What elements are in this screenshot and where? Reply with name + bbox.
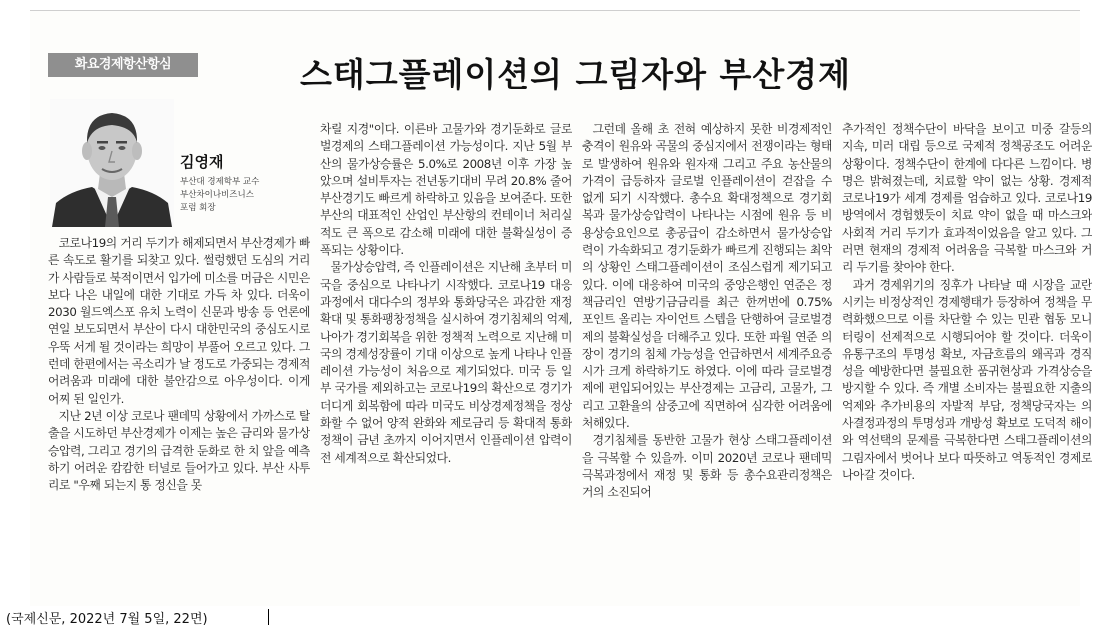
source-citation: (국제신문, 2022년 7월 5일, 22면) xyxy=(6,612,208,627)
article-paragraph: 물가상승압력, 즉 인플레이션은 지난해 초부터 미국을 중심으로 나타나기 시작했다. 코로나19 대응과정에서 대다수의 정부와 통화당국은 과감한 재정확대 및 통화팽창정책을 실시하여 경기침체의 억제, 나아가 경기회복을 위한 정책적 노력으로 지난해 미국의 경제성장률이 기대 이상으로 높게 나타나 인플레이션 가능성이 처음으로 제기되었다. 미국 등 일부 국가를 제외하고는 코로나19의 확산으로 경기가 더디게 회복함에 따라 미국도 비상경제정책을 정상화할 수 없어 양적 완화와 제로금리 등 확대적 통화정책이 금년 초까지 이어지면서 인플레이션 압력이 전 세계적으로 확산되었다. xyxy=(320,260,572,465)
column-series-tag: 화요경제항산항심 xyxy=(48,53,198,77)
text-cursor xyxy=(268,609,269,625)
article-paragraph: 경기침체를 동반한 고물가 현상 스태그플레이션을 극복할 수 있을까. 이미 2020년 코로나 팬데믹 극복과정에서 재정 및 통화 등 총수요관리정책은 거의 소진되어 xyxy=(582,433,832,500)
article-paragraph: 그런데 올해 초 전혀 예상하지 못한 비경제적인 충격이 원유와 곡물의 중심지에서 전쟁이라는 형태로 발생하여 원유와 원자재 그리고 주요 농산물의 가격이 급등하자 글로벌 인플레이션이 걷잡을 수 없게 되기 시작했다. 총수요 확대정책으로 경기회복과 물가상승압력이 나타나는 시점에 원유 등 비용상승요인으로 총공급이 감소하면서 물가상승압력이 가속화되고 경기둔화가 빠르게 진행되는 최악의 상황인 스태그플레이션이 조심스럽게 제기되고 있다. 이에 대응하여 미국의 중앙은행인 연준은 정책금리인 연방기금금리를 최근 한꺼번에 0.75% 포인트 올리는 자이언트 스텝을 단행하여 글로벌경제의 불확실성을 더해주고 있다. 또한 파월 연준 의장이 경기의 침체 가능성을 언급하면서 세계주요증시가 크게 하락하기도 하였다. 이에 따라 글로벌경제에 편입되어있는 부산경제는 고금리, 고물가, 그리고 고환율의 삼중고에 직면하여 심각한 어려움에 처해있다. xyxy=(582,122,832,431)
author-affiliation: 부산차이나비즈니스 xyxy=(180,190,254,200)
article-column-1 xyxy=(48,235,310,591)
article-column-2 xyxy=(320,121,572,591)
article-paragraph: 과거 경제위기의 징후가 나타날 때 시장을 교란시키는 비정상적인 경제행태가 등장하여 정책을 무력화했으므로 이를 차단할 수 있는 민관 협동 모니터링이 선제적으로 시행되어야 할 것이다. 더욱이 유통구조의 투명성 확보, 자금흐름의 왜곡과 경직성을 예방한다면 불필요한 품귀현상과 가격상승을 방지할 수 있다. 즉 개별 소비자는 불필요한 지출의 억제와 추가비용의 자발적 부담, 정책당국자는 의사결정과정의 투명성과 개방성 확보로 도덕적 해이와 역선택의 문제를 극복한다면 스태그플레이션의 그림자에서 벗어나 보다 따뜻하고 역동적인 경제로 나아갈 것이다. xyxy=(842,277,1092,482)
article-paragraph: 코로나19의 거리 두기가 해제되면서 부산경제가 빠른 속도로 활기를 되찾고 있다. 썰렁했던 도심의 거리가 사람들로 북적이면서 입가에 미소를 머금은 시민은 보다 나은 내일에 대한 기대로 가득 차 있다. 더욱이 2030 월드엑스포 유치 노력이 신문과 방송 등 언론에 연일 보도되면서 부산이 다시 대한민국의 중심도시로 우뚝 서게 될 것이라는 희망이 부풀어 오르고 있다. 그런데 한편에서는 곡소리가 날 정도로 가중되는 경제적 어려움과 미래에 대한 불안감으로 아우성이다. 이게 어찌 된 일인가. xyxy=(48,236,310,406)
article-paragraph: 지난 2년 이상 코로나 팬데믹 상황에서 가까스로 탈출을 시도하던 부산경제가 이제는 높은 금리와 물가상승압력, 그리고 경기의 급격한 둔화로 한 치 앞을 예측하기 어려운 캄캄한 터널로 들어가고 있다. 부산 사투리로 "우째 되는지 통 정신을 못 xyxy=(48,408,310,493)
article-column-4 xyxy=(842,121,1092,591)
newspaper-article xyxy=(30,10,1092,606)
article-headline: 스태그플레이션의 그림자와 부산경제 xyxy=(300,55,852,94)
article-paragraph: 추가적인 정책수단이 바닥을 보이고 미중 갈등의 지속, 미러 대립 등으로 국제적 정책공조도 어려운 상황이다. 정책수단이 한계에 다다른 느낌이다. 병명은 밝혀졌는데, 치료할 약이 없는 상황. 경제적 코로나19가 세계 경제를 엄습하고 있다. 코로나19 방역에서 경험했듯이 치료 약이 없을 때 마스크와 사회적 거리 두기가 효과적이었음을 알고 있다. 그러면 현재의 경제적 어려움을 극복할 마스크와 거리 두기를 찾아야 한다. xyxy=(842,122,1092,275)
author-affiliation: 포럼 회장 xyxy=(180,203,216,213)
author-photo xyxy=(50,99,174,227)
author-byline xyxy=(180,151,300,215)
article-column-3 xyxy=(582,121,832,591)
author-affiliation: 부산대 경제학부 교수 xyxy=(180,177,260,187)
article-paragraph: 차릴 지경"이다. 이른바 고물가와 경기둔화로 글로벌경제의 스태그플레이션 가능성이다. 지난 5월 부산의 물가상승률은 5.0%로 2008년 이후 가장 높았으며 설비투자는 전년동기대비 무려 20.8% 줄어 부산경기도 빠르게 하락하고 있음을 보여준다. 또한 부산의 대표적인 산업인 부산항의 컨테이너 처리실적도 큰 폭으로 감소해 미래에 대한 불확실성이 증폭되는 상황이다. xyxy=(320,122,572,258)
author-name: 김영재 xyxy=(180,153,224,171)
